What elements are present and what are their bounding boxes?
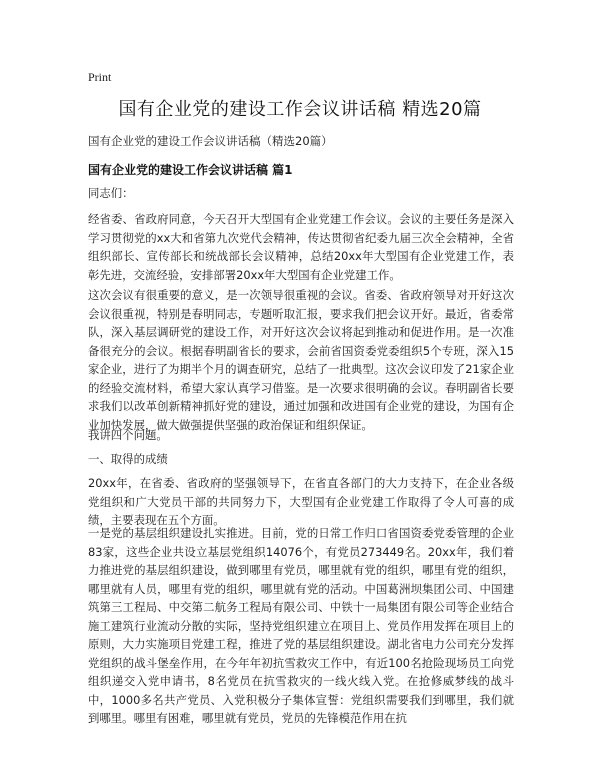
document-subtitle: 国有企业党的建设工作会议讲话稿（精选20篇） xyxy=(88,134,333,148)
paragraph-4-heading: 一、取得的成绩 xyxy=(88,452,168,466)
paragraph-5: 20xx年，在省委、省政府的坚强领导下，在省直各部门的大力支持下，在企业各级党组织和广大党员干部的共同努力下，大型国有企业党建工作取得了令人可喜的成绩，主要表现在五个方面。 xyxy=(88,476,514,527)
paragraph-3: 我讲四个问题。 xyxy=(88,428,168,442)
paragraph-1: 经省委、省政府同意，今天召开大型国有企业党建工作会议。会议的主要任务是深入学习贯彻党的xx大和省第九次党代会精神，传达贯彻省纪委九届三次全会精神，全省组织部长、宣传部长和统战部长会议精神，总结20xx年大型国有企业党建工作，表彰先进，交流经验，安排部署20xx年大型国有企业党建工作。 xyxy=(88,212,514,282)
paragraph-2: 这次会议有很重要的意义，是一次领导很重视的会议。省委、省政府领导对开好这次会议很重视，特别是春明同志，专题听取汇报，要求我们把会议开好。最近，省委常队，深入基层调研党的建设工作，对开好这次会议将起到推动和促进作用。是一次准备很充分的会议。根据春明副省长的要求，会前省国资委党委组织5个专班，深入15家企业，进行了为期半个月的调查研究，总结了一批典型。这次会议印发了21家企业的经验交流材料，希望大家认真学习借鉴。是一次要求很明确的会议。春明副省长要求我们以改革创新精神抓好党的建设，通过加强和改进国有企业党的建设，为国有企业加快发展，做大做强提供坚强的政治保证和组织保证。 xyxy=(88,288,514,432)
print-link[interactable]: Print xyxy=(88,70,112,84)
greeting-paragraph: 同志们： xyxy=(88,186,134,200)
section-heading: 国有企业党的建设工作会议讲话稿 篇1 xyxy=(88,163,293,177)
paragraph-6: 一是党的基层组织建设扎实推进。目前，党的日常工作归口省国资委党委管理的企业83家，这些企业共设立基层党组织14076个，有党员273449名。20xx年，我们着力推进党的基层组织建设，做到哪里有党员，哪里就有党的组织，哪里有党的组织，哪里就有人员，哪里有党的组织，哪里就有党的活动。中国葛洲坝集团公司、中国建筑第三工程局、中交第二航务工程局有限公司、中铁十一局集团有限公司等企业结合施工建筑行业流动分散的实际，坚持党组织建立在项目上、党员作用发挥在项目上的原则，大力实施项目党建工程，推进了党的基层组织建设。湖北省电力公司充分发挥党组织的战斗堡垒作用，在今年年初抗雪救灾工作中，有近100名抢险现场员工向党组织递交入党申请书，8名党员在抗雪救灾的一线火线入党。在抢修威梦线的战斗中，1000多名共产党员、入党积极分子集体宣誓：党组织需要我们到哪里，我们就到哪里。哪里有困难，哪里就有党员，党员的先锋模范作用在抗 xyxy=(88,526,514,725)
document-title: 国有企业党的建设工作会议讲话稿 精选20篇 xyxy=(118,99,482,120)
